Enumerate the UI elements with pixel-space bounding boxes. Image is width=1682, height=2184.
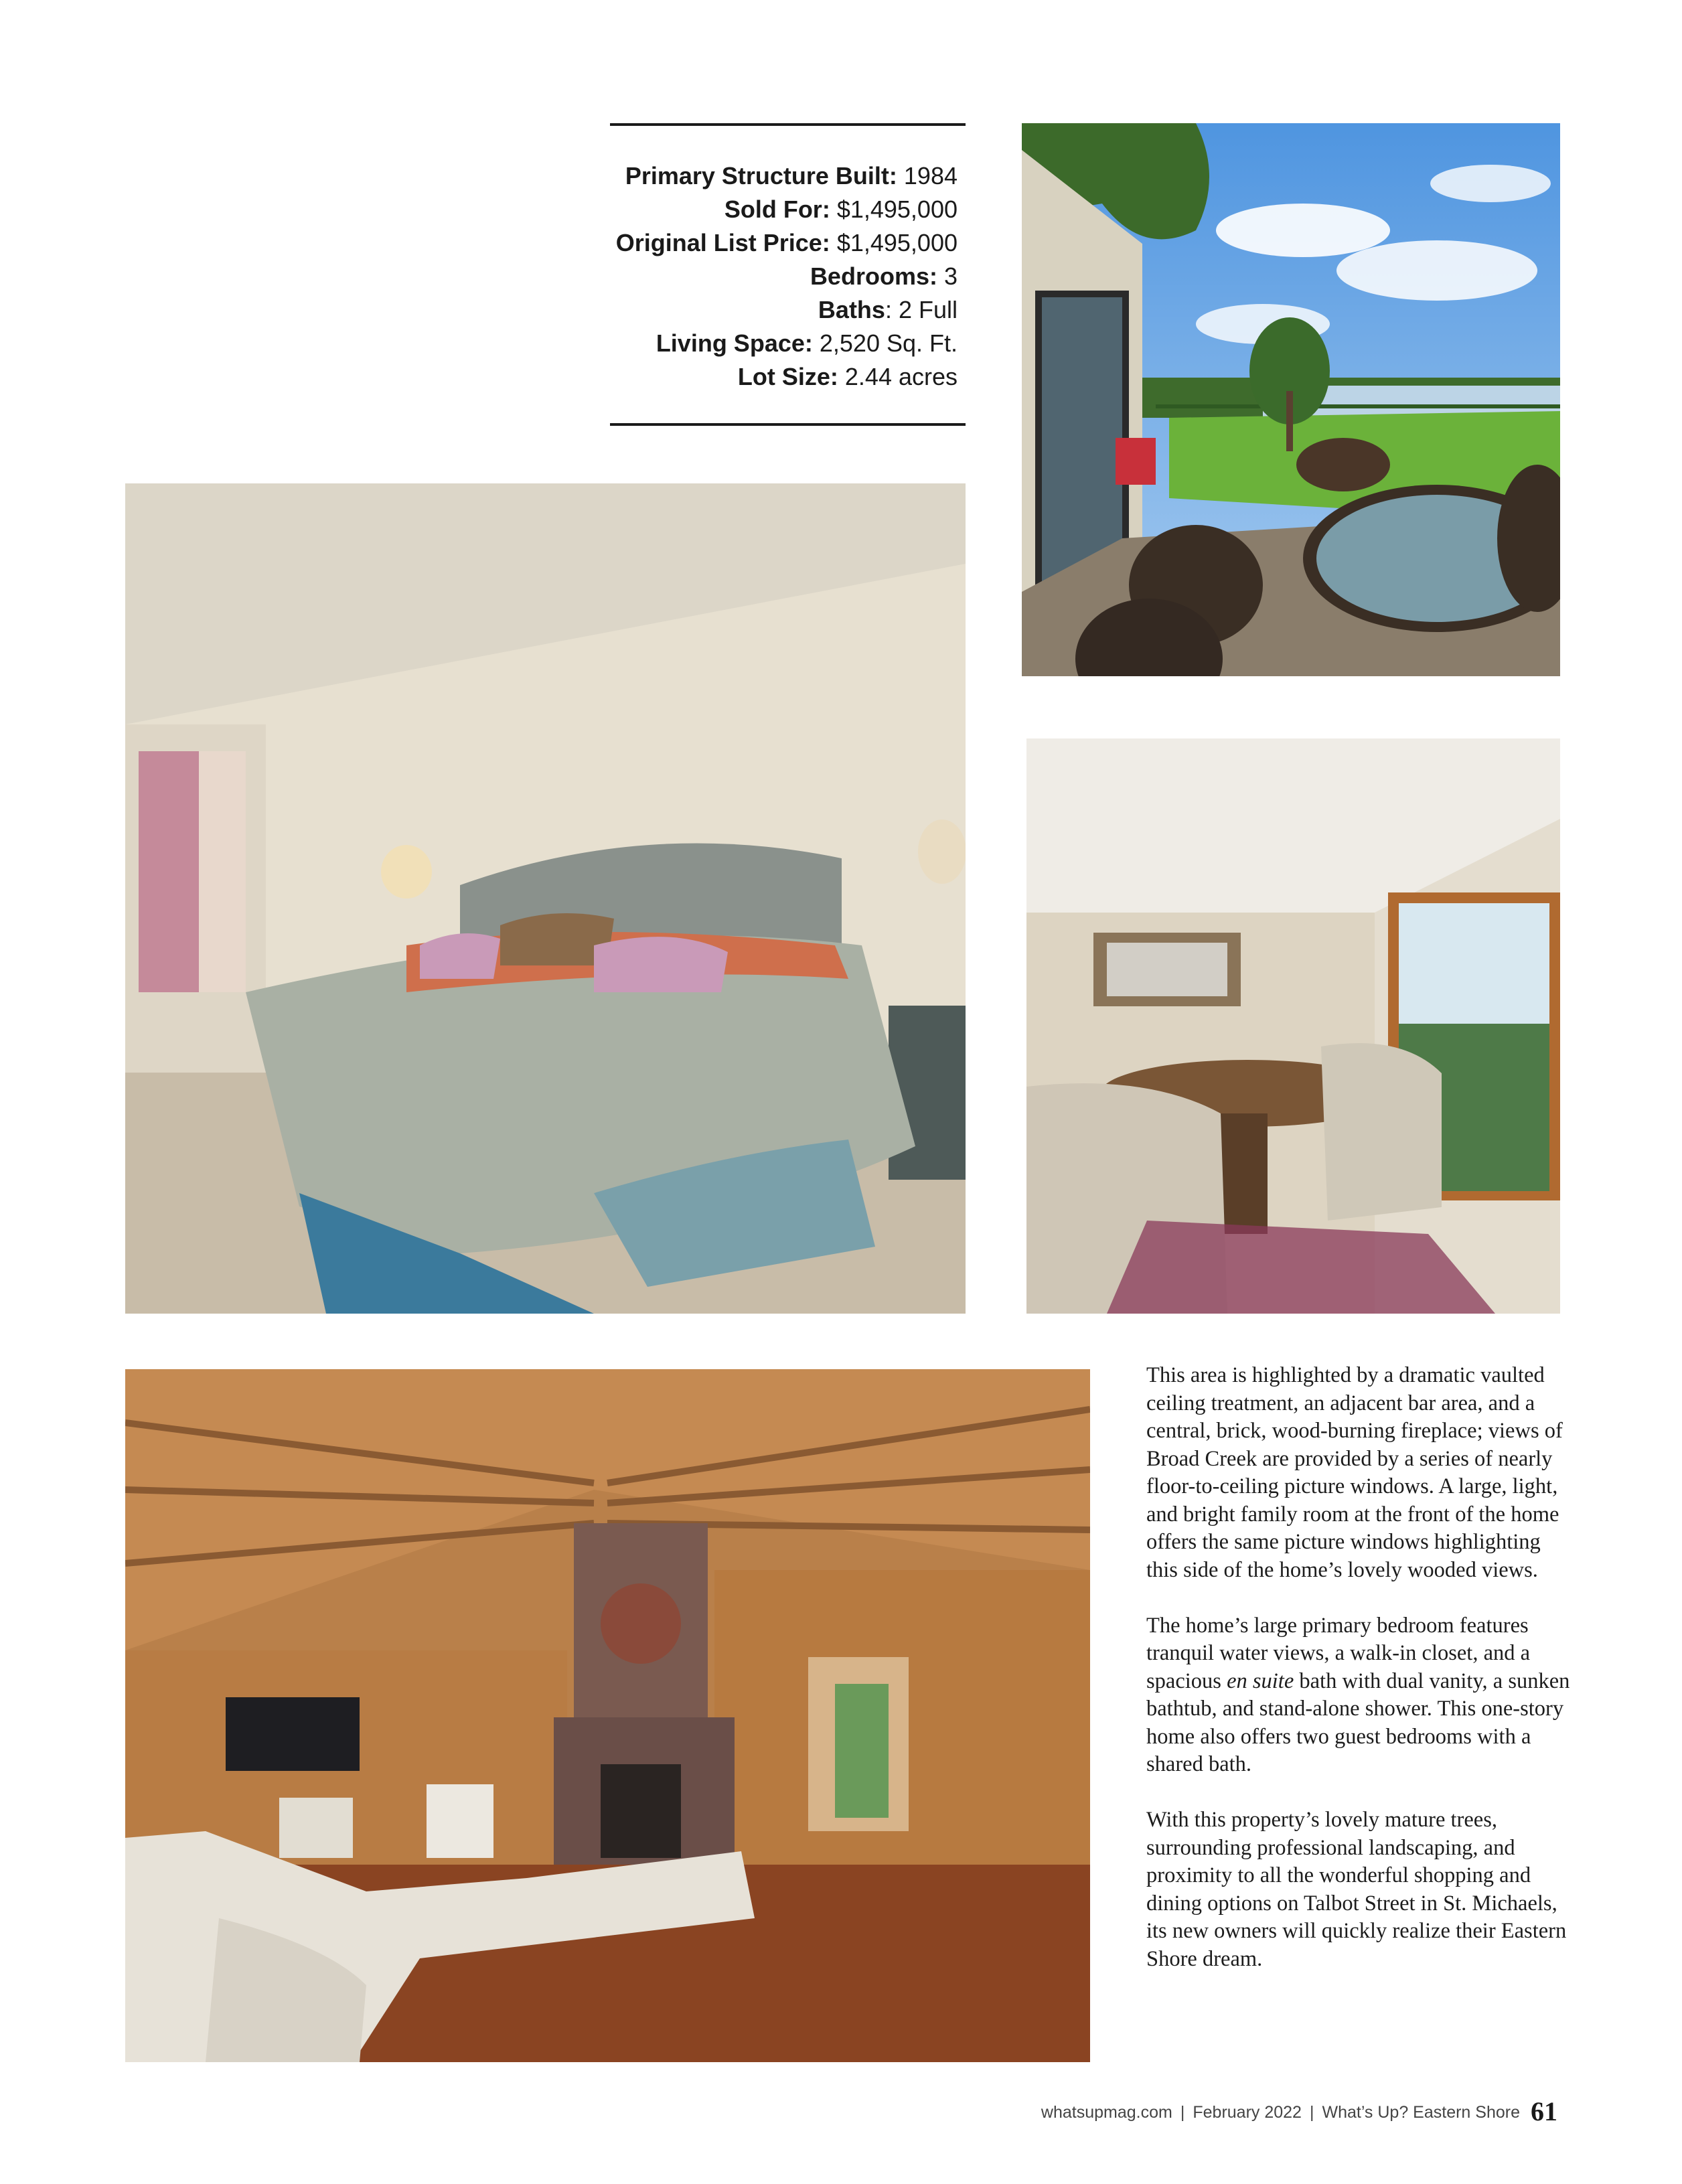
primary-bedroom-photo: [125, 483, 966, 1314]
bedroom-photo-illustration: [125, 483, 966, 1314]
footer-separator: |: [1309, 2103, 1314, 2122]
great-room-fireplace-photo: [125, 1369, 1090, 2062]
stat-built: Primary Structure Built: 1984: [625, 162, 958, 189]
great-room-photo-illustration: [125, 1369, 1090, 2062]
article-paragraph-1: This area is highlighted by a dramatic vaulted ceiling treatment, an adjacent bar area, and a central, brick, wood-burning fireplace; views of Broad Creek are provided by a series of nearly floor-to-ceiling picture windows. A large, light, and bright family room at the front of the home offers the same picture windows highlighting this side of the home’s lovely wooded views.: [1146, 1363, 1563, 1582]
property-stats: [603, 159, 958, 394]
footer-publication: What’s Up? Eastern Shore: [1322, 2103, 1520, 2122]
article-body: [1146, 1362, 1575, 1973]
stat-living-space: Living Space: 2,520 Sq. Ft.: [656, 329, 958, 357]
article-paragraph-2: The home’s large primary bedroom features tranquil water views, a walk-in closet, and a spacious en suite bath with dual vanity, a sunken bathtub, and stand-alone shower. This one-story home also offers two guest bedrooms with a shared bath.: [1146, 1613, 1570, 1776]
stat-sold-for: Sold For: $1,495,000: [724, 196, 958, 223]
dining-area-photo: [1026, 738, 1560, 1314]
footer-separator: |: [1180, 2103, 1185, 2122]
stat-baths: Baths: 2 Full: [818, 296, 958, 323]
footer-site: whatsupmag.com: [1041, 2103, 1172, 2122]
stat-list-price: Original List Price: $1,495,000: [615, 229, 958, 256]
page-number: 61: [1531, 2096, 1557, 2126]
stat-lot-size: Lot Size: 2.44 acres: [737, 363, 958, 390]
stat-bedrooms: Bedrooms: 3: [810, 262, 958, 290]
article-paragraph-3: With this property’s lovely mature trees, surrounding professional landscaping, and proximity to all the wonderful shopping and dining options on Talbot Street in St. Michaels, its new owners will quickly realize their Eastern Shore dream.: [1146, 1808, 1567, 1971]
stats-top-rule: [610, 123, 966, 126]
stats-bottom-rule: [610, 423, 966, 426]
page-footer: [1041, 2096, 1557, 2127]
patio-photo-illustration: [1022, 123, 1560, 676]
patio-water-view-photo: [1022, 123, 1560, 676]
dining-photo-illustration: [1026, 738, 1560, 1314]
footer-issue: February 2022: [1193, 2103, 1302, 2122]
